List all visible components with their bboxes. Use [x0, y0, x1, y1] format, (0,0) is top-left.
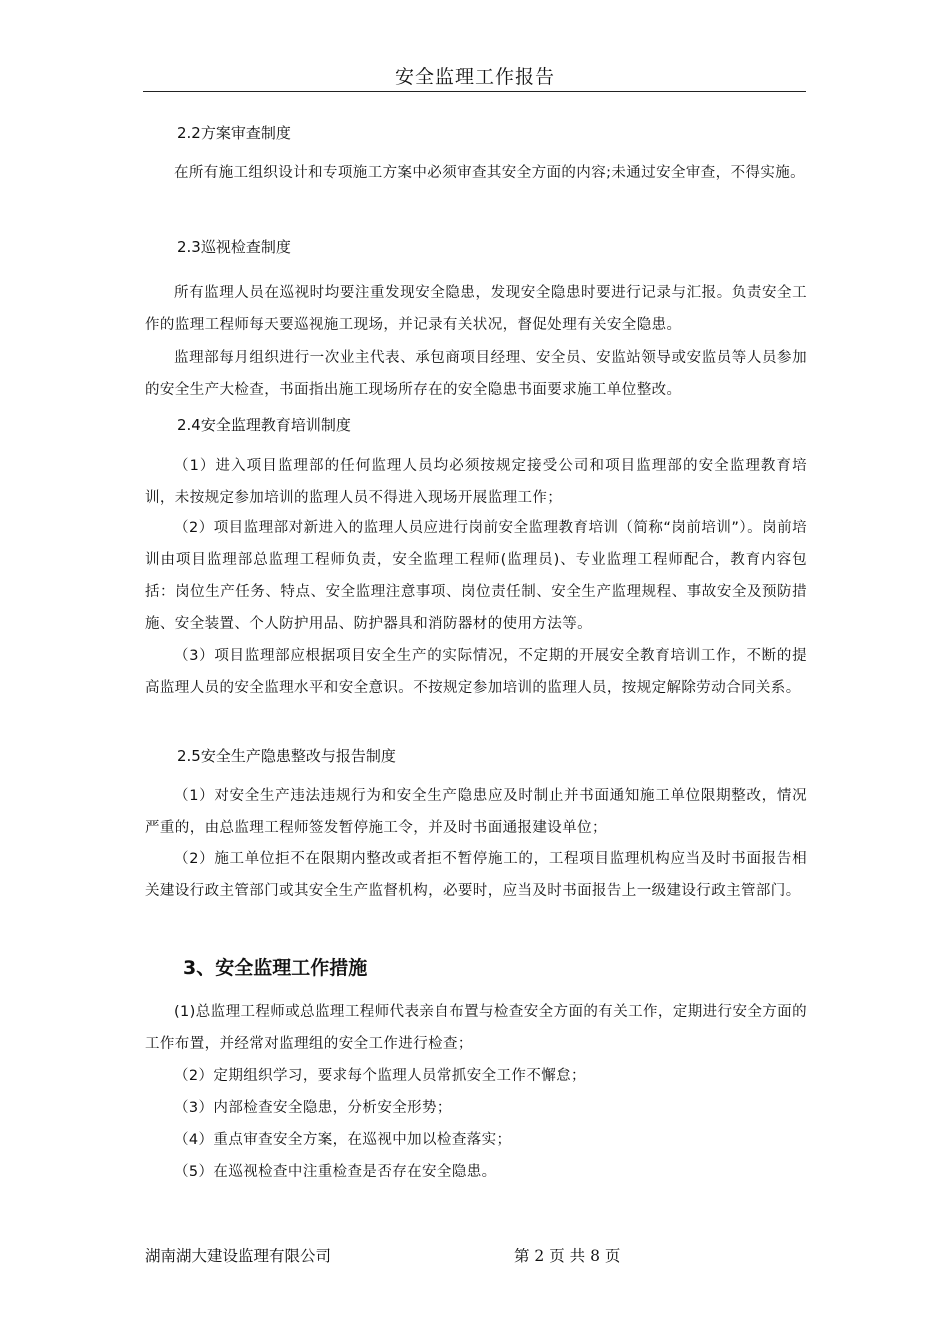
page-header-title: 安全监理工作报告 [394, 66, 555, 88]
section-3-heading: 3、安全监理工作措施 [183, 957, 368, 979]
section-2-4-heading: 2.4安全监理教育培训制度 [177, 416, 351, 434]
section-2-2-heading: 2.2方案审查制度 [177, 124, 291, 142]
list-item: （3）内部检查安全隐患，分析安全形势； [174, 1100, 452, 1116]
section-3-paragraph-1: (1)总监理工程师或总监理工程师代表亲自布置与检查安全方面的有关工作，定期进行安全方面的工作布置，并经常对监理组的安全工作进行检查； [145, 1004, 807, 1052]
section-2-4-paragraph-2: （2）项目监理部对新进入的监理人员应进行岗前安全监理教育培训（简称“岗前培训”）。岗前培训由项目监理部总监理工程师负责，安全监理工程师(监理员)、专业监理工程师配合，教育内容包括：岗位生产任务、特点、安全监理注意事项、岗位责任制、安全生产监理规程、事故安全及预防措施、安全装置、个人防护用品、防护器具和消防器材的使用方法等。 [145, 520, 807, 632]
list-item: （5）在巡视检查中注重检查是否存在安全隐患。 [174, 1164, 497, 1180]
section-2-3-heading: 2.3巡视检查制度 [177, 238, 291, 256]
footer-company-name: 湖南湖大建设监理有限公司 [145, 1247, 332, 1265]
section-2-5-heading: 2.5安全生产隐患整改与报告制度 [177, 747, 396, 765]
list-item: （2）定期组织学习，要求每个监理人员常抓安全工作不懈怠； [174, 1068, 586, 1084]
section-2-5-paragraph-1: （1）对安全生产违法违规行为和安全生产隐患应及时制止并书面通知施工单位限期整改，情况严重的，由总监理工程师签发暂停施工令，并及时书面通报建设单位； [145, 788, 807, 836]
footer-page-number: 第 2 页 共 8 页 [514, 1247, 621, 1265]
section-2-2-paragraph: 在所有施工组织设计和专项施工方案中必须审查其安全方面的内容;未通过安全审查，不得实施。 [174, 165, 806, 181]
section-2-3-paragraph-2: 监理部每月组织进行一次业主代表、承包商项目经理、安全员、安监站领导或安监员等人员参加的安全生产大检查，书面指出施工现场所存在的安全隐患书面要求施工单位整改。 [145, 350, 807, 398]
section-2-5-paragraph-2: （2）施工单位拒不在限期内整改或者拒不暂停施工的，工程项目监理机构应当及时书面报告相关建设行政主管部门或其安全生产监督机构，必要时，应当及时书面报告上一级建设行政主管部门。 [145, 851, 807, 899]
section-2-3-paragraph-1: 所有监理人员在巡视时均要注重发现安全隐患，发现安全隐患时要进行记录与汇报。负责安全工作的监理工程师每天要巡视施工现场，并记录有关状况，督促处理有关安全隐患。 [145, 285, 807, 333]
list-item: （4）重点审查安全方案，在巡视中加以检查落实； [174, 1132, 512, 1148]
header-divider [143, 91, 806, 92]
section-2-4-paragraph-1: （1）进入项目监理部的任何监理人员均必须按规定接受公司和项目监理部的安全监理教育培训，未按规定参加培训的监理人员不得进入现场开展监理工作； [145, 458, 807, 506]
section-2-4-paragraph-3: （3）项目监理部应根据项目安全生产的实际情况，不定期的开展安全教育培训工作，不断的提高监理人员的安全监理水平和安全意识。不按规定参加培训的监理人员，按规定解除劳动合同关系。 [145, 648, 807, 696]
